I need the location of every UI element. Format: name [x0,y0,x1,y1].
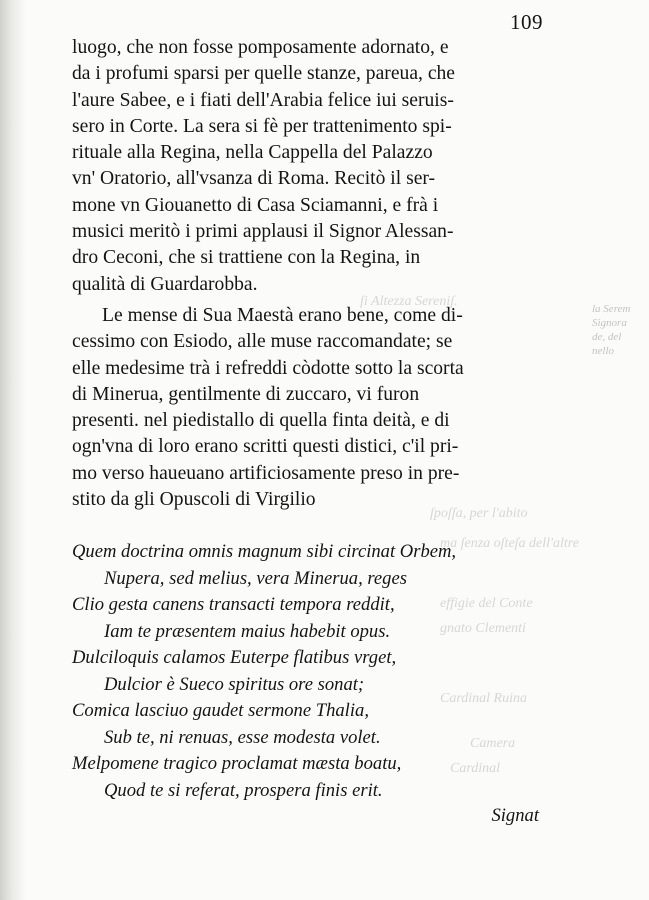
show-through-text: Cardinal [450,761,501,776]
text-line: cessimo con Esiodo, alle muse raccomandate; se [72,331,453,353]
text-line: sero in Corte. La sera si fè per trattenimento spi- [72,115,452,137]
text-line: ogn'vna di loro erano scritti questi distici, c'il pri- [72,436,459,458]
paragraph [72,303,560,513]
show-through-text: Camera [470,736,516,751]
verse-line: Melpomene tragico proclamat mæsta boatu, [72,753,402,774]
verse-line: Quem doctrina omnis magnum sibi circinat Orbem, [72,541,457,562]
show-through-text: ſi Altezza Sereniſ. [360,294,458,309]
show-through-text: gnato Clementi [440,621,526,636]
text-line: di Minerua, gentilmente di zuccaro, vi furon [72,383,420,405]
show-through-text: ma ſenza oſteſa dell'altre [440,536,579,551]
text-line: l'aure Sabee, e i fiati dell'Arabia felice iui seruis- [72,89,454,111]
text-line: stito da gli Opuscoli di Virgilio [72,489,316,511]
verse-line: Comica lasciuo gaudet sermone Thalia, [72,700,369,721]
text-line: mo verso haueuano artificiosamente preso in pre- [72,462,460,484]
page-gutter-shadow [0,0,26,900]
page-number: 109 [510,10,543,34]
text-line: musici meritò i primi applausi il Signor Alessan- [72,221,454,243]
verse-line: Clio gesta canens transacti tempora reddit, [72,594,395,615]
paragraph [72,35,560,298]
text-line: luogo, che non fosse pomposamente adornato, e [72,37,449,58]
text-line: da i profumi sparsi per quelle stanze, pareua, che [72,63,456,85]
text-line: elle medesime trà i refreddi còdotte sotto la scorta [72,357,464,379]
text-line: mone vn Giouanetto di Casa Sciamanni, e frà i [72,194,439,216]
show-through-text: ſpoſſa, per l'abito [430,506,528,521]
verse-line: Nupera, sed melius, vera Minerua, reges [104,567,407,589]
verse-line: Iam te præsentem maius habebit opus. [104,620,391,642]
verse-line: Sub te, ni renuas, esse modesta volet. [104,726,381,748]
prose-body [72,35,560,513]
text-line: vn' Oratorio, all'vsanza di Roma. Recitò il ser- [72,168,436,190]
text-line: qualità di Guardarobba. [72,273,258,295]
latin-distichs [72,539,572,804]
text-line: Le mense di Sua Maestà erano bene, come di- [102,304,463,326]
verse-line: Dulcior è Sueco spiritus ore sonat; [104,673,365,695]
text-line: presenti. nel piedistallo di quella finta deità, e di [72,410,450,432]
text-line: rituale alla Regina, nella Cappella del Palazzo [72,142,433,164]
show-through-margin-note: la Serem Signora de, del nello [592,303,631,357]
show-through-text: Cardinal Ruina [440,691,527,706]
verse-line: Dulciloquis calamos Euterpe flatibus vrget, [72,647,397,668]
show-through-text: effigie del Conte [440,596,533,611]
catchword: Signat [491,805,539,826]
text-line: dro Ceconi, che si trattiene con la Regina, in [72,247,421,269]
verse-line: Quod te si referat, prospera finis erit. [104,779,383,801]
